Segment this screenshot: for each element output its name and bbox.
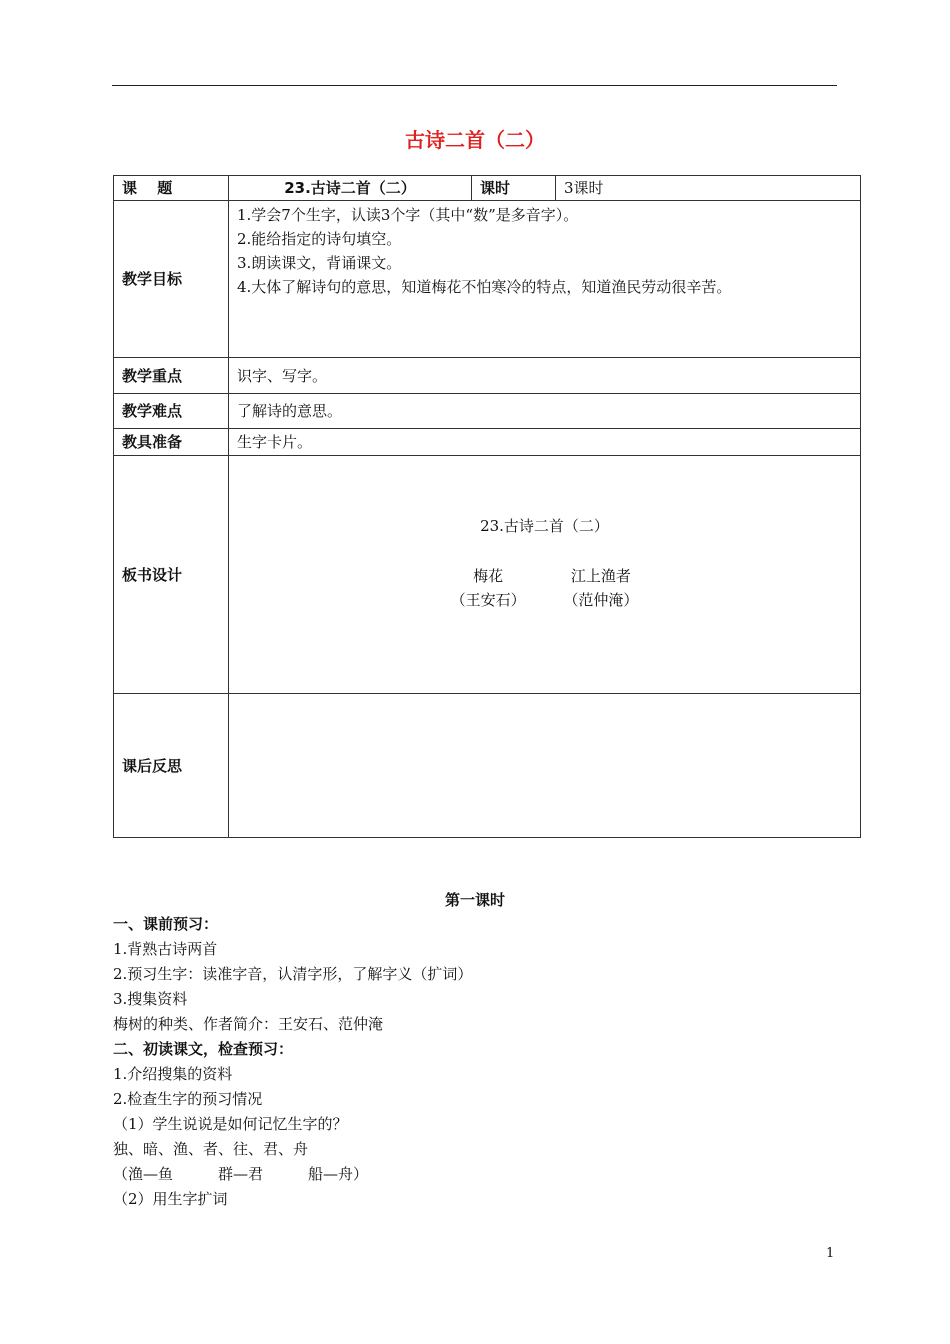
document-title: 古诗二首（二） [405, 128, 545, 152]
key-points-label: 教学重点 [114, 358, 229, 394]
topic-value: 23.古诗二首（二） [229, 176, 472, 201]
reflection-row [114, 694, 861, 838]
body-line: 1.背熟古诗两首 [113, 940, 218, 958]
header-rule [112, 85, 837, 86]
difficulty-value: 了解诗的意思。 [229, 394, 861, 429]
board-design-row [114, 456, 861, 694]
board-authors-row [229, 588, 860, 612]
hours-label: 课时 [472, 176, 556, 201]
body-line: （渔—鱼 群—君 船—舟） [113, 1165, 369, 1183]
lesson-heading: 第一课时 [444, 891, 505, 909]
board-poem-2: 江上渔者 [570, 567, 631, 585]
lesson-body [113, 912, 853, 1212]
body-line: 2.预习生字：读准字音，认清字形，了解字义（扩词） [113, 965, 473, 983]
difficulty-label: 教学难点 [114, 394, 229, 429]
difficulty-row [114, 394, 861, 429]
section-heading: 二、初读课文，检查预习： [113, 1040, 294, 1058]
body-line: 1.介绍搜集的资料 [113, 1065, 233, 1083]
body-line: 梅树的种类、作者简介：王安石、范仲淹 [113, 1015, 384, 1033]
body-line: 2.检查生字的预习情况 [113, 1090, 263, 1108]
body-line: （1）学生说说是如何记忆生字的？ [113, 1115, 348, 1133]
topic-row [114, 176, 861, 201]
body-line: 独、暗、渔、者、往、君、舟 [113, 1140, 309, 1158]
body-line: 3.搜集资料 [113, 990, 188, 1008]
lesson-plan-table [113, 175, 861, 838]
topic-label: 课 题 [114, 176, 229, 201]
tools-value: 生字卡片。 [229, 429, 861, 456]
board-author-2: （范仲淹） [563, 591, 639, 609]
goals-row [114, 201, 861, 358]
tools-row [114, 429, 861, 456]
goal-item: 2.能给指定的诗句填空。 [237, 230, 402, 248]
board-poem-1: 梅花 [473, 567, 504, 585]
section-heading: 一、课前预习： [113, 915, 219, 933]
goal-item: 4.大体了解诗句的意思，知道梅花不怕寒冷的特点，知道渔民劳动很辛苦。 [237, 278, 732, 296]
board-design-cell [229, 456, 861, 694]
body-line: （2）用生字扩词 [113, 1190, 228, 1208]
board-title: 23.古诗二首（二） [480, 517, 609, 535]
reflection-value [229, 694, 861, 838]
page-number: 1 [826, 1246, 835, 1261]
board-poems-row [229, 564, 860, 588]
key-points-value: 识字、写字。 [229, 358, 861, 394]
board-author-1: （王安石） [450, 591, 526, 609]
tools-label: 教具准备 [114, 429, 229, 456]
reflection-label: 课后反思 [114, 694, 229, 838]
key-points-row [114, 358, 861, 394]
goals-label: 教学目标 [114, 201, 229, 358]
hours-value: 3课时 [556, 176, 861, 201]
goal-item: 3.朗读课文，背诵课文。 [237, 254, 402, 272]
board-design-label: 板书设计 [114, 456, 229, 694]
goal-item: 1.学会7个生字，认读3个字（其中“数”是多音字）。 [237, 206, 579, 224]
goals-cell [229, 201, 861, 358]
